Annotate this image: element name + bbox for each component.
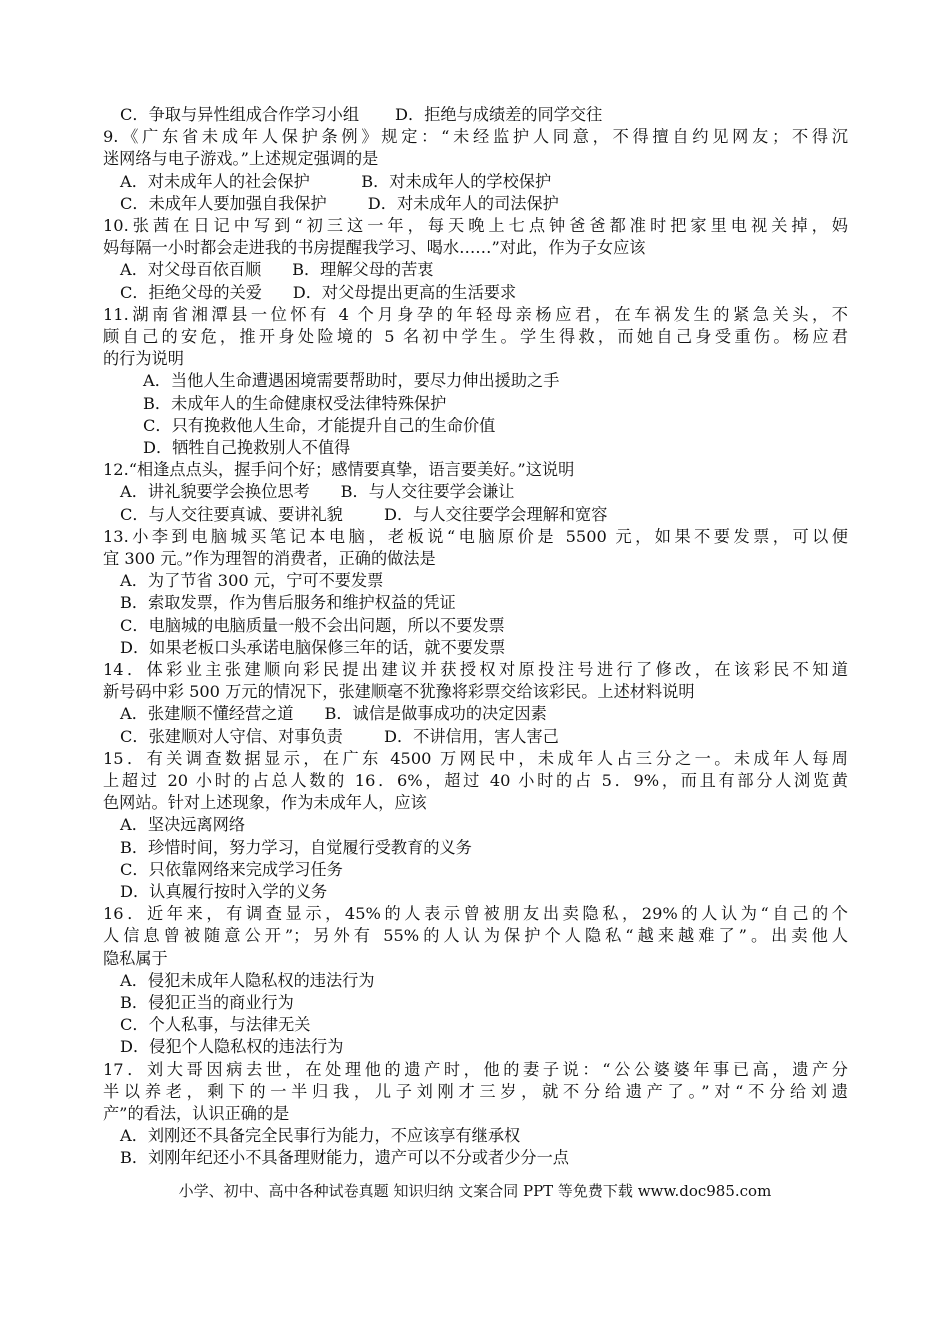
question-10-text: 10.张茜在日记中写到“初三这一年，每天晚上七点钟爸爸都准时把家里电视关掉，妈 bbox=[103, 216, 848, 235]
question-9-text: 迷网络与电子游戏。”上述规定强调的是 bbox=[103, 149, 379, 168]
option-line: B．未成年人的生命健康权受法律特殊保护 bbox=[143, 394, 447, 413]
question-17-text: 17．刘大哥因病去世，在处理他的遗产时，他的妻子说：“公公婆婆年事已高，遗产分 bbox=[103, 1060, 848, 1079]
question-16-text: 隐私属于 bbox=[103, 949, 168, 968]
option-line: A．讲礼貌要学会换位思考 B．与人交往要学会谦让 bbox=[120, 482, 515, 501]
question-15-text: 上超过 20 小时的占总人数的 16．6%，超过 40 小时的占 5．9%，而且有部分人浏览黄 bbox=[103, 771, 848, 790]
option-line: A．对未成年人的社会保护 B．对未成年人的学校保护 bbox=[120, 172, 552, 191]
question-17-text: 产”的看法，认识正确的是 bbox=[103, 1104, 290, 1123]
option-line: B．索取发票，作为售后服务和维护权益的凭证 bbox=[120, 593, 456, 612]
question-14-text: 14．体彩业主张建顺向彩民提出建议并获授权对原投注号进行了修改，在该彩民不知道 bbox=[103, 660, 848, 679]
question-11-text: 的行为说明 bbox=[103, 349, 184, 368]
option-line: A．刘刚还不具备完全民事行为能力，不应该享有继承权 bbox=[120, 1126, 521, 1145]
question-16-text: 人信息曾被随意公开”；另外有 55%的人认为保护个人隐私“越来越难了”。出卖他人 bbox=[103, 926, 848, 945]
option-line: C．只依靠网络来完成学习任务 bbox=[120, 860, 343, 879]
option-line: D．如果老板口头承诺电脑保修三年的话，就不要发票 bbox=[120, 638, 506, 657]
question-13-text: 13.小李到电脑城买笔记本电脑，老板说“电脑原价是 5500 元，如果不要发票，可以便 bbox=[103, 527, 848, 546]
option-line: A．张建顺不懂经营之道 B．诚信是做事成功的决定因素 bbox=[120, 704, 547, 723]
option-line: C．张建顺对人守信、对事负责 D．不讲信用，害人害己 bbox=[120, 727, 559, 746]
option-line: C．只有挽救他人生命，才能提升自己的生命价值 bbox=[143, 416, 496, 435]
option-line: C．个人私事，与法律无关 bbox=[120, 1015, 311, 1034]
question-10-text: 妈每隔一小时都会走进我的书房提醒我学习、喝水……”对此，作为子女应该 bbox=[103, 238, 646, 257]
question-17-text: 半以养老，剩下的一半归我，儿子刘刚才三岁，就不分给遗产了。”对“不分给刘遗 bbox=[103, 1082, 848, 1101]
option-line: A．坚决远离网络 bbox=[120, 815, 246, 834]
option-line: A．侵犯未成年人隐私权的违法行为 bbox=[120, 971, 375, 990]
question-11-text: 11.湖南省湘潭县一位怀有 4 个月身孕的年轻母亲杨应君，在车祸发生的紧急关头，不 bbox=[103, 305, 848, 324]
question-14-text: 新号码中彩 500 万元的情况下，张建顺毫不犹豫将彩票交给该彩民。上述材料说明 bbox=[103, 682, 695, 701]
option-line: B．珍惜时间，努力学习，自觉履行受教育的义务 bbox=[120, 838, 472, 857]
option-line: D．牺牲自己挽救别人不值得 bbox=[143, 438, 351, 457]
question-15-text: 色网站。针对上述现象，作为未成年人，应该 bbox=[103, 793, 427, 812]
question-12-text: 12.“相逢点点头，握手问个好；感情要真挚，语言要美好。”这说明 bbox=[103, 460, 575, 479]
option-line: A．对父母百依百顺 B．理解父母的苦衷 bbox=[120, 260, 434, 279]
question-9-text: 9.《广东省未成年人保护条例》规定：“未经监护人同意，不得擅自约见网友；不得沉 bbox=[103, 127, 848, 146]
option-line: C．拒绝父母的关爱 D．对父母提出更高的生活要求 bbox=[120, 283, 517, 302]
option-line: C．未成年人要加强自我保护 D．对未成年人的司法保护 bbox=[120, 194, 559, 213]
option-line: B．刘刚年纪还小不具备理财能力，遗产可以不分或者少分一点 bbox=[120, 1148, 569, 1167]
option-line: A．当他人生命遭遇困境需要帮助时，要尽力伸出援助之手 bbox=[143, 371, 560, 390]
option-line: A．为了节省 300 元，宁可不要发票 bbox=[120, 571, 384, 590]
question-15-text: 15．有关调查数据显示，在广东 4500 万网民中，未成年人占三分之一。未成年人每周 bbox=[103, 749, 848, 768]
option-line: C．争取与异性组成合作学习小组 D．拒绝与成绩差的同学交往 bbox=[120, 105, 603, 124]
question-11-text: 顾自己的安危，推开身处险境的 5 名初中学生。学生得救，而她自己身受重伤。杨应君 bbox=[103, 327, 848, 346]
question-13-text: 宜 300 元。”作为理智的消费者，正确的做法是 bbox=[103, 549, 436, 568]
page-footer: 小学、初中、高中各种试卷真题 知识归纳 文案合同 PPT 等免费下载 www.doc985.com bbox=[178, 1182, 772, 1200]
option-line: C．与人交往要真诚、要讲礼貌 D．与人交往要学会理解和宽容 bbox=[120, 505, 608, 524]
option-line: D．认真履行按时入学的义务 bbox=[120, 882, 328, 901]
option-line: D．侵犯个人隐私权的违法行为 bbox=[120, 1037, 344, 1056]
option-line: B．侵犯正当的商业行为 bbox=[120, 993, 294, 1012]
option-line: C．电脑城的电脑质量一般不会出问题，所以不要发票 bbox=[120, 616, 505, 635]
question-16-text: 16．近年来，有调查显示，45%的人表示曾被朋友出卖隐私，29%的人认为“自己的个 bbox=[103, 904, 848, 923]
